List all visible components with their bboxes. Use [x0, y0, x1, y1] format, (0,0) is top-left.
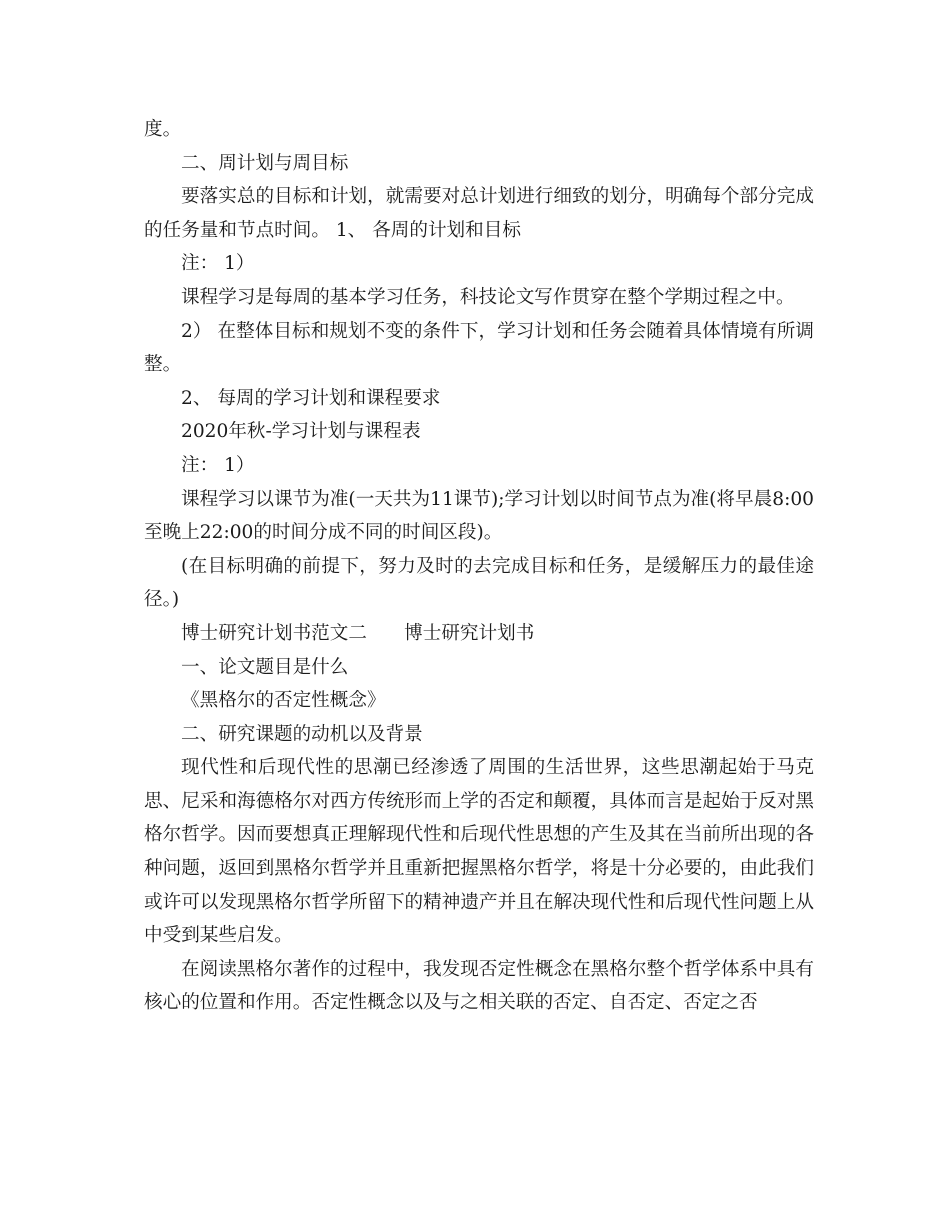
- paragraph: (在目标明确的前提下，努力及时的去完成目标和任务，是缓解压力的最佳途径。): [144, 555, 814, 611]
- section-heading: 二、研究课题的动机以及背景: [181, 723, 423, 745]
- paragraph: 2） 在整体目标和规划不变的条件下，学习计划和任务会随着具体情境有所调整。: [144, 320, 814, 376]
- thesis-title: 《黑格尔的否定性概念》: [181, 690, 386, 712]
- section-heading: 一、论文题目是什么: [181, 656, 349, 678]
- paragraph: 课程学习是每周的基本学习任务，科技论文写作贯穿在整个学期过程之中。: [181, 286, 795, 308]
- paragraph: 在阅读黑格尔著作的过程中，我发现否定性概念在黑格尔整个哲学体系中具有核心的位置和作用。否定性概念以及与之相关联的否定、自否定、否定之否: [144, 958, 814, 1014]
- document-title: 博士研究计划书范文二 博士研究计划书: [181, 622, 535, 644]
- paragraph: 度。: [144, 119, 182, 140]
- paragraph: 要落实总的目标和计划，就需要对总计划进行细致的划分，明确每个部分完成的任务量和节点时间。 1、 各周的计划和目标: [144, 186, 814, 241]
- section-heading: 2、 每周的学习计划和课程要求: [181, 387, 441, 409]
- document-body: [144, 113, 814, 1020]
- note-label: 注： 1）: [181, 454, 255, 476]
- section-heading: 二、周计划与周目标: [181, 152, 349, 174]
- note-label: 注： 1）: [181, 253, 255, 275]
- table-caption: 2020年秋-学习计划与课程表: [181, 421, 421, 443]
- paragraph: 现代性和后现代性的思潮已经渗透了周围的生活世界，这些思潮起始于马克思、尼采和海德格尔对西方传统形而上学的否定和颠覆，具体而言是起始于反对黑格尔哲学。因而要想真正理解现代性和后现代性思想的产生及其在当前所出现的各种问题，返回到黑格尔哲学并且重新把握黑格尔哲学，将是十分必要的，由此我们或许可以发现黑格尔哲学所留下的精神遗产并且在解决现代性和后现代性问题上从中受到某些启发。: [144, 757, 814, 947]
- paragraph: 课程学习以课节为准(一天共为11课节);学习计划以时间节点为准(将早晨8:00至晚上22:00的时间分成不同的时间区段)。: [144, 488, 814, 544]
